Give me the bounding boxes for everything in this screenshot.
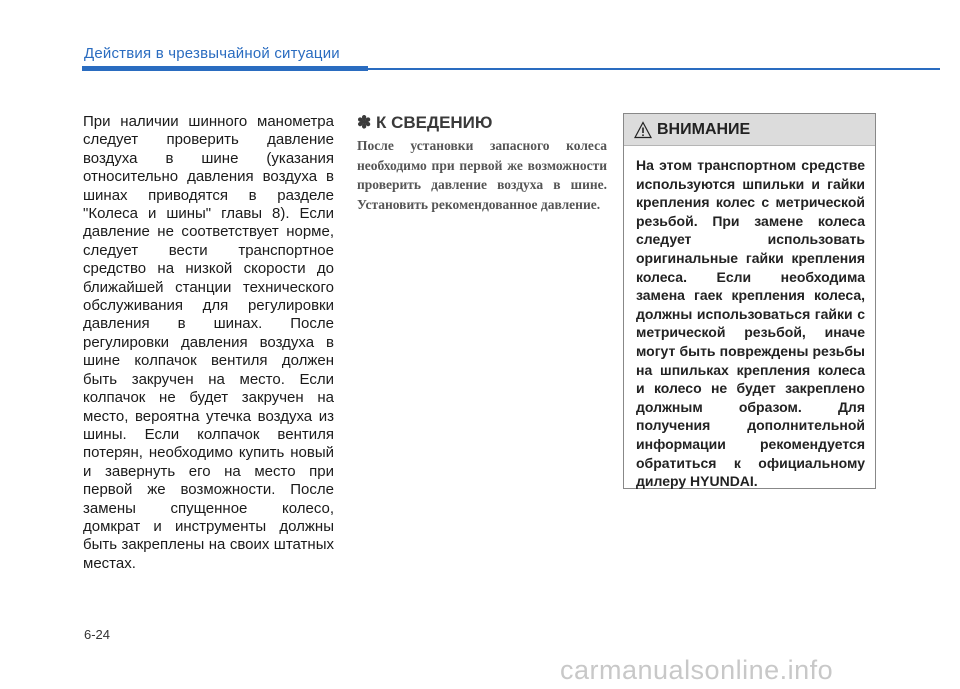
note-body: После установки запасного колеса необходимо при первой же возможности проверить давление воздуха в шине. Установить рекомендованное давление.: [357, 138, 607, 212]
warning-body: На этом транспортном средстве используются шпильки и гайки крепления колес с метрической резьбой. При замене колеса следует использовать оригинальные гайки крепления колеса. Если необходима замена гаек крепления колеса, должны использоваться гайки с метрической резьбой, иначе могут быть повреждены резьбы на шпильках крепления колеса и колесо не будет закреплено должным образом. Для получения дополнительной информации рекомендуется обратиться к официальному дилеру HYUNDAI.: [636, 157, 865, 490]
body-text-column: При наличии шинного манометра следует проверить давление воздуха в шине (указания относительно давления воздуха в шинах приводятся в разделе "Колеса и шины" главы 8). Если давление не соответствует норме, следует вести транспортное средство на низкой скорости до ближайшей станции технического обслуживания для регулировки давления в шинах. После регулировки давления воздуха в шине колпачок вентиля должен быть закручен на место. Если колпачок не будет закручен на место, вероятна утечка воздуха из шины. Если колпачок вентиля потерян, необходимо купить новый и завернуть его на место при первой же возможности. После замены спущенное колесо, домкрат и инструменты должны быть закреплены на своих штатных местах.: [83, 113, 334, 572]
page-number: 6-24: [84, 627, 111, 642]
warning-box: [623, 113, 876, 489]
header-rule-thin: [368, 68, 940, 70]
warning-title: ВНИМАНИЕ: [657, 120, 751, 138]
note-heading: ✽ К СВЕДЕНИЮ: [357, 113, 493, 132]
watermark: carmanualsonline.info: [560, 655, 834, 685]
warning-triangle-icon: [634, 121, 652, 139]
header-rule-thick: [82, 66, 368, 71]
section-title: Действия в чрезвычайной ситуации: [84, 45, 340, 62]
warning-header: [624, 114, 875, 146]
